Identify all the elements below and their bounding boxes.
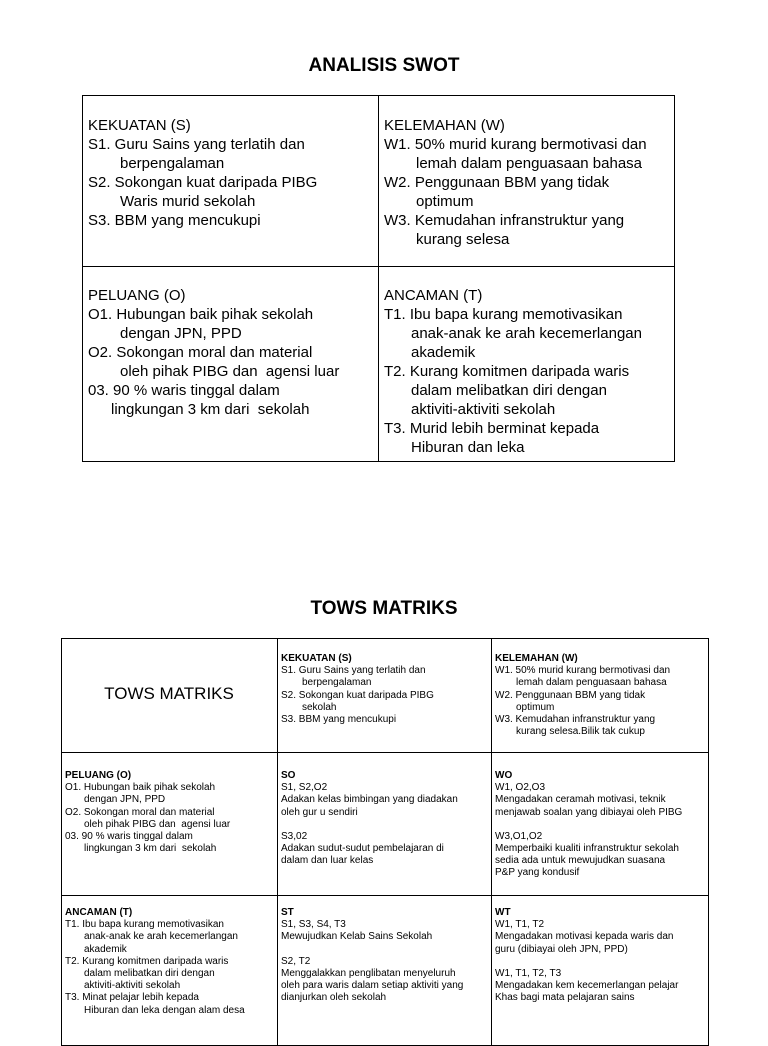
swot-strengths-cell <box>83 96 379 267</box>
tows-so-strategy-line: Adakan kelas bimbingan yang diadakan <box>281 794 458 806</box>
tows-so-strategy-line: Adakan sudut-sudut pembelajaran di <box>281 843 444 855</box>
swot-weaknesses-line: kurang selesa <box>416 231 510 248</box>
tows-weaknesses-line: kurang selesa.Bilik tak cukup <box>516 726 645 738</box>
swot-opportunities-line: 03. 90 % waris tinggal dalam <box>88 382 280 399</box>
tows-weaknesses-header: KELEMAHAN (W) <box>495 653 578 664</box>
swot-weaknesses-line: W3. Kemudahan infranstruktur yang <box>384 212 625 229</box>
swot-strengths-line: Waris murid sekolah <box>120 193 256 210</box>
tows-opportunities-line: dengan JPN, PPD <box>84 794 166 806</box>
spacer <box>495 819 704 831</box>
tows-weaknesses-line: W2. Penggunaan BBM yang tidak <box>495 689 646 701</box>
tows-wt-header: WT <box>495 907 511 918</box>
swot-opportunities-line: O1. Hubungan baik pihak sekolah <box>88 306 314 323</box>
tows-wo-strategy-line: Mengadakan ceramah motivasi, teknik <box>495 794 666 806</box>
tows-wo-cell <box>492 753 709 896</box>
tows-threats-header: ANCAMAN (T) <box>65 907 133 918</box>
tows-opportunities-header: PELUANG (O) <box>65 770 132 781</box>
tows-threats-line: Hiburan dan leka dengan alam desa <box>84 1004 245 1016</box>
tows-weaknesses-line: W1. 50% murid kurang bermotivasi dan <box>495 665 671 677</box>
tows-so-codes: S3,02 <box>281 830 308 842</box>
tows-so-codes: S1, S2,O2 <box>281 782 328 794</box>
swot-title: ANALISIS SWOT <box>308 55 460 76</box>
tows-wo-codes: W3,O1,O2 <box>495 830 543 842</box>
tows-st-strategy-line: Mewujudkan Kelab Sains Sekolah <box>281 931 433 943</box>
tows-strengths-header: KEKUATAN (S) <box>281 653 352 664</box>
swot-weaknesses-cell <box>379 96 675 267</box>
swot-threats-line: T3. Murid lebih berminat kepada <box>384 420 600 437</box>
tows-wt-strategy-line: Mengadakan motivasi kepada waris dan <box>495 931 674 943</box>
tows-strengths-line: berpengalaman <box>302 677 372 689</box>
tows-st-codes: S1, S3, S4, T3 <box>281 919 346 931</box>
tows-strengths-line: S2. Sokongan kuat daripada PIBG <box>281 689 434 701</box>
swot-weaknesses-line: optimum <box>416 193 474 210</box>
tows-corner-label: TOWS MATRIKS <box>104 683 234 703</box>
swot-opportunities-line: dengan JPN, PPD <box>120 325 242 342</box>
swot-table <box>82 95 675 462</box>
tows-wt-strategy-line: Khas bagi mata pelajaran sains <box>495 992 635 1004</box>
tows-wt-strategy-line: Mengadakan kem kecemerlangan pelajar <box>495 980 679 992</box>
tows-weaknesses-cell <box>492 639 709 753</box>
spacer <box>281 819 487 831</box>
tows-weaknesses-line: W3. Kemudahan infranstruktur yang <box>495 714 656 726</box>
tows-weaknesses-line: lemah dalam penguasaan bahasa <box>516 677 667 689</box>
swot-weaknesses-line: W2. Penggunaan BBM yang tidak <box>384 174 610 191</box>
tows-threats-line: anak-anak ke arah kecemerlangan <box>84 931 238 943</box>
swot-threats-header: ANCAMAN (T) <box>384 287 483 304</box>
swot-threats-cell <box>379 267 675 462</box>
tows-opportunities-line: 03. 90 % waris tinggal dalam <box>65 831 193 843</box>
tows-opportunities-line: lingkungan 3 km dari sekolah <box>84 843 217 855</box>
tows-so-strategy-line: oleh gur u sendiri <box>281 806 358 818</box>
tows-so-strategy-line: dalam dan luar kelas <box>281 855 374 867</box>
tows-opportunities-line: oleh pihak PIBG dan agensi luar <box>84 818 231 830</box>
tows-threats-cell <box>62 896 278 1046</box>
tows-opportunities-cell <box>62 753 278 896</box>
tows-wo-strategy-line: P&P yang kondusif <box>495 867 580 879</box>
tows-weaknesses-line: optimum <box>516 701 555 713</box>
tows-threats-line: dalam melibatkan diri dengan <box>84 968 215 980</box>
tows-wt-codes: W1, T1, T2 <box>495 919 545 931</box>
tows-so-cell <box>278 753 492 896</box>
swot-threats-line: akademik <box>411 344 476 361</box>
tows-wo-strategy-line: menjawab soalan yang dibiayai oleh PIBG <box>495 806 683 818</box>
swot-weaknesses-line: lemah dalam penguasaan bahasa <box>416 155 643 172</box>
swot-strengths-line: S3. BBM yang mencukupi <box>88 212 261 229</box>
swot-opportunities-line: oleh pihak PIBG dan agensi luar <box>120 363 340 380</box>
tows-wo-codes: W1, O2,O3 <box>495 782 546 794</box>
tows-threats-line: T3. Minat pelajar lebih kepada <box>65 992 199 1004</box>
tows-so-header: SO <box>281 770 296 781</box>
tows-wt-codes: W1, T1, T2, T3 <box>495 967 562 979</box>
tows-strengths-line: S1. Guru Sains yang terlatih dan <box>281 665 426 677</box>
swot-opportunities-cell <box>83 267 379 462</box>
swot-strengths-line: S2. Sokongan kuat daripada PIBG <box>88 174 318 191</box>
tows-strengths-cell <box>278 639 492 753</box>
spacer <box>281 944 487 956</box>
swot-opportunities-header: PELUANG (O) <box>88 287 186 304</box>
tows-wo-header: WO <box>495 770 513 781</box>
tows-threats-line: akademik <box>84 943 127 955</box>
swot-threats-line: T1. Ibu bapa kurang memotivasikan <box>384 306 623 323</box>
tows-threats-line: T2. Kurang komitmen daripada waris <box>65 955 229 967</box>
swot-weaknesses-header: KELEMAHAN (W) <box>384 117 505 134</box>
swot-opportunities-line: O2. Sokongan moral dan material <box>88 344 313 361</box>
swot-strengths-line: berpengalaman <box>120 155 225 172</box>
swot-threats-line: anak-anak ke arah kecemerlangan <box>411 325 642 342</box>
swot-threats-line: T2. Kurang komitmen daripada waris <box>384 363 630 380</box>
swot-threats-line: aktiviti-aktiviti sekolah <box>411 401 556 418</box>
tows-st-codes: S2, T2 <box>281 955 311 967</box>
tows-st-header: ST <box>281 907 294 918</box>
tows-strengths-line: S3. BBM yang mencukupi <box>281 714 397 726</box>
swot-threats-line: dalam melibatkan diri dengan <box>411 382 607 399</box>
swot-opportunities-line: lingkungan 3 km dari sekolah <box>111 401 310 418</box>
tows-st-cell <box>278 896 492 1046</box>
tows-wt-cell <box>492 896 709 1046</box>
tows-threats-line: T1. Ibu bapa kurang memotivasikan <box>65 919 224 931</box>
tows-wo-strategy-line: sedia ada untuk mewujudkan suasana <box>495 855 666 867</box>
swot-weaknesses-line: W1. 50% murid kurang bermotivasi dan <box>384 136 647 153</box>
spacer <box>495 956 704 968</box>
tows-strengths-line: sekolah <box>302 701 337 713</box>
tows-opportunities-line: O2. Sokongan moral dan material <box>65 806 215 818</box>
tows-st-strategy-line: oleh para waris dalam setiap aktiviti yang <box>281 980 464 992</box>
swot-threats-line: Hiburan dan leka <box>411 439 525 456</box>
tows-threats-line: aktiviti-aktiviti sekolah <box>84 980 181 992</box>
swot-strengths-header: KEKUATAN (S) <box>88 117 191 134</box>
tows-wo-strategy-line: Memperbaiki kualiti infranstruktur sekolah <box>495 843 679 855</box>
tows-wt-strategy-line: guru (dibiayai oleh JPN, PPD) <box>495 943 628 955</box>
tows-table <box>61 638 709 1046</box>
tows-st-strategy-line: dianjurkan oleh sekolah <box>281 992 387 1004</box>
swot-strengths-line: S1. Guru Sains yang terlatih dan <box>88 136 305 153</box>
tows-corner-cell <box>62 639 278 753</box>
tows-opportunities-line: O1. Hubungan baik pihak sekolah <box>65 782 216 794</box>
tows-title: TOWS MATRIKS <box>310 598 458 619</box>
tows-st-strategy-line: Menggalakkan penglibatan menyeluruh <box>281 967 456 979</box>
